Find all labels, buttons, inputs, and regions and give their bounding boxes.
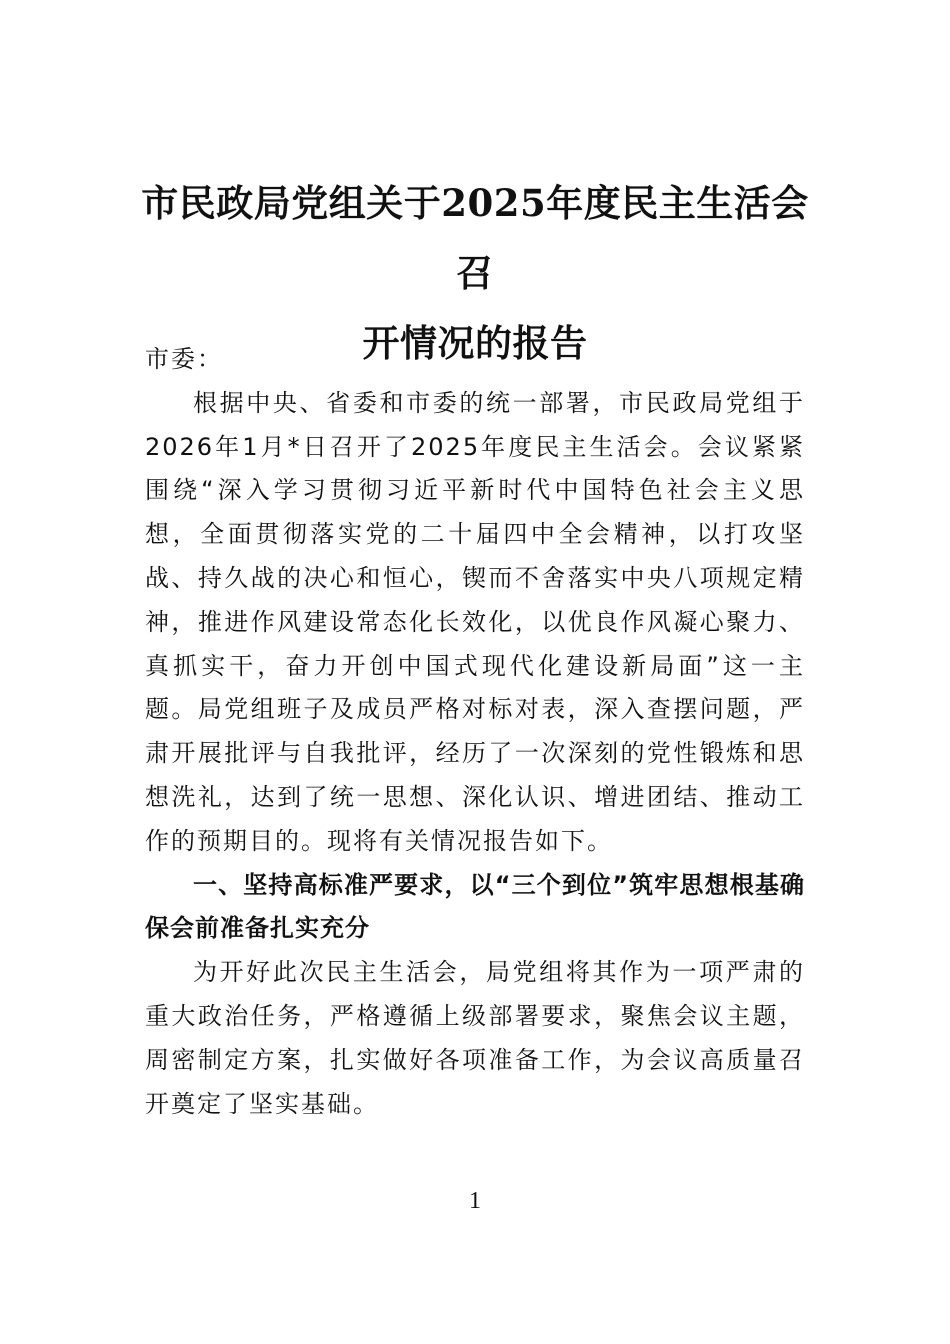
paragraph-section-1: 为开好此次民主生活会，局党组将其作为一项严肃的重大政治任务，严格遵循上级部署要求，聚焦会议主题，周密制定方案，扎实做好各项准备工作，为会议高质量召开奠定了坚实基础。 [145,958,805,1118]
document-body [145,338,805,1126]
paragraph-intro: 根据中央、省委和市委的统一部署，市民政局党组于2026年1月*日召开了2025年度民主生活会。会议紧紧围绕“深入学习贯彻习近平新时代中国特色社会主义思想，全面贯彻落实党的二十届四中全会精神，以打攻坚战、持久战的决心和恒心，锲而不舍落实中央八项规定精神，推进作风建设常态化长效化，以优良作风凝心聚力、真抓实干，奋力开创中国式现代化建设新局面”这一主题。局党组班子及成员严格对标对表，深入查摆问题，严肃开展批评与自我批评，经历了一次深刻的党性锻炼和思想洗礼，达到了统一思想、深化认识、增进团结、推动工作的预期目的。现将有关情况报告如下。 [145,388,805,855]
page-number: 1 [469,1188,481,1214]
title-line-2: 开情况的报告 [362,321,588,365]
section-heading-1: 一、坚持高标准严要求，以“三个到位”筑牢思想根基确保会前准备扎实充分 [145,870,805,943]
title-line-1: 市民政局党组关于2025年度民主生活会召 [141,181,809,295]
salutation: 市委： [145,345,223,373]
